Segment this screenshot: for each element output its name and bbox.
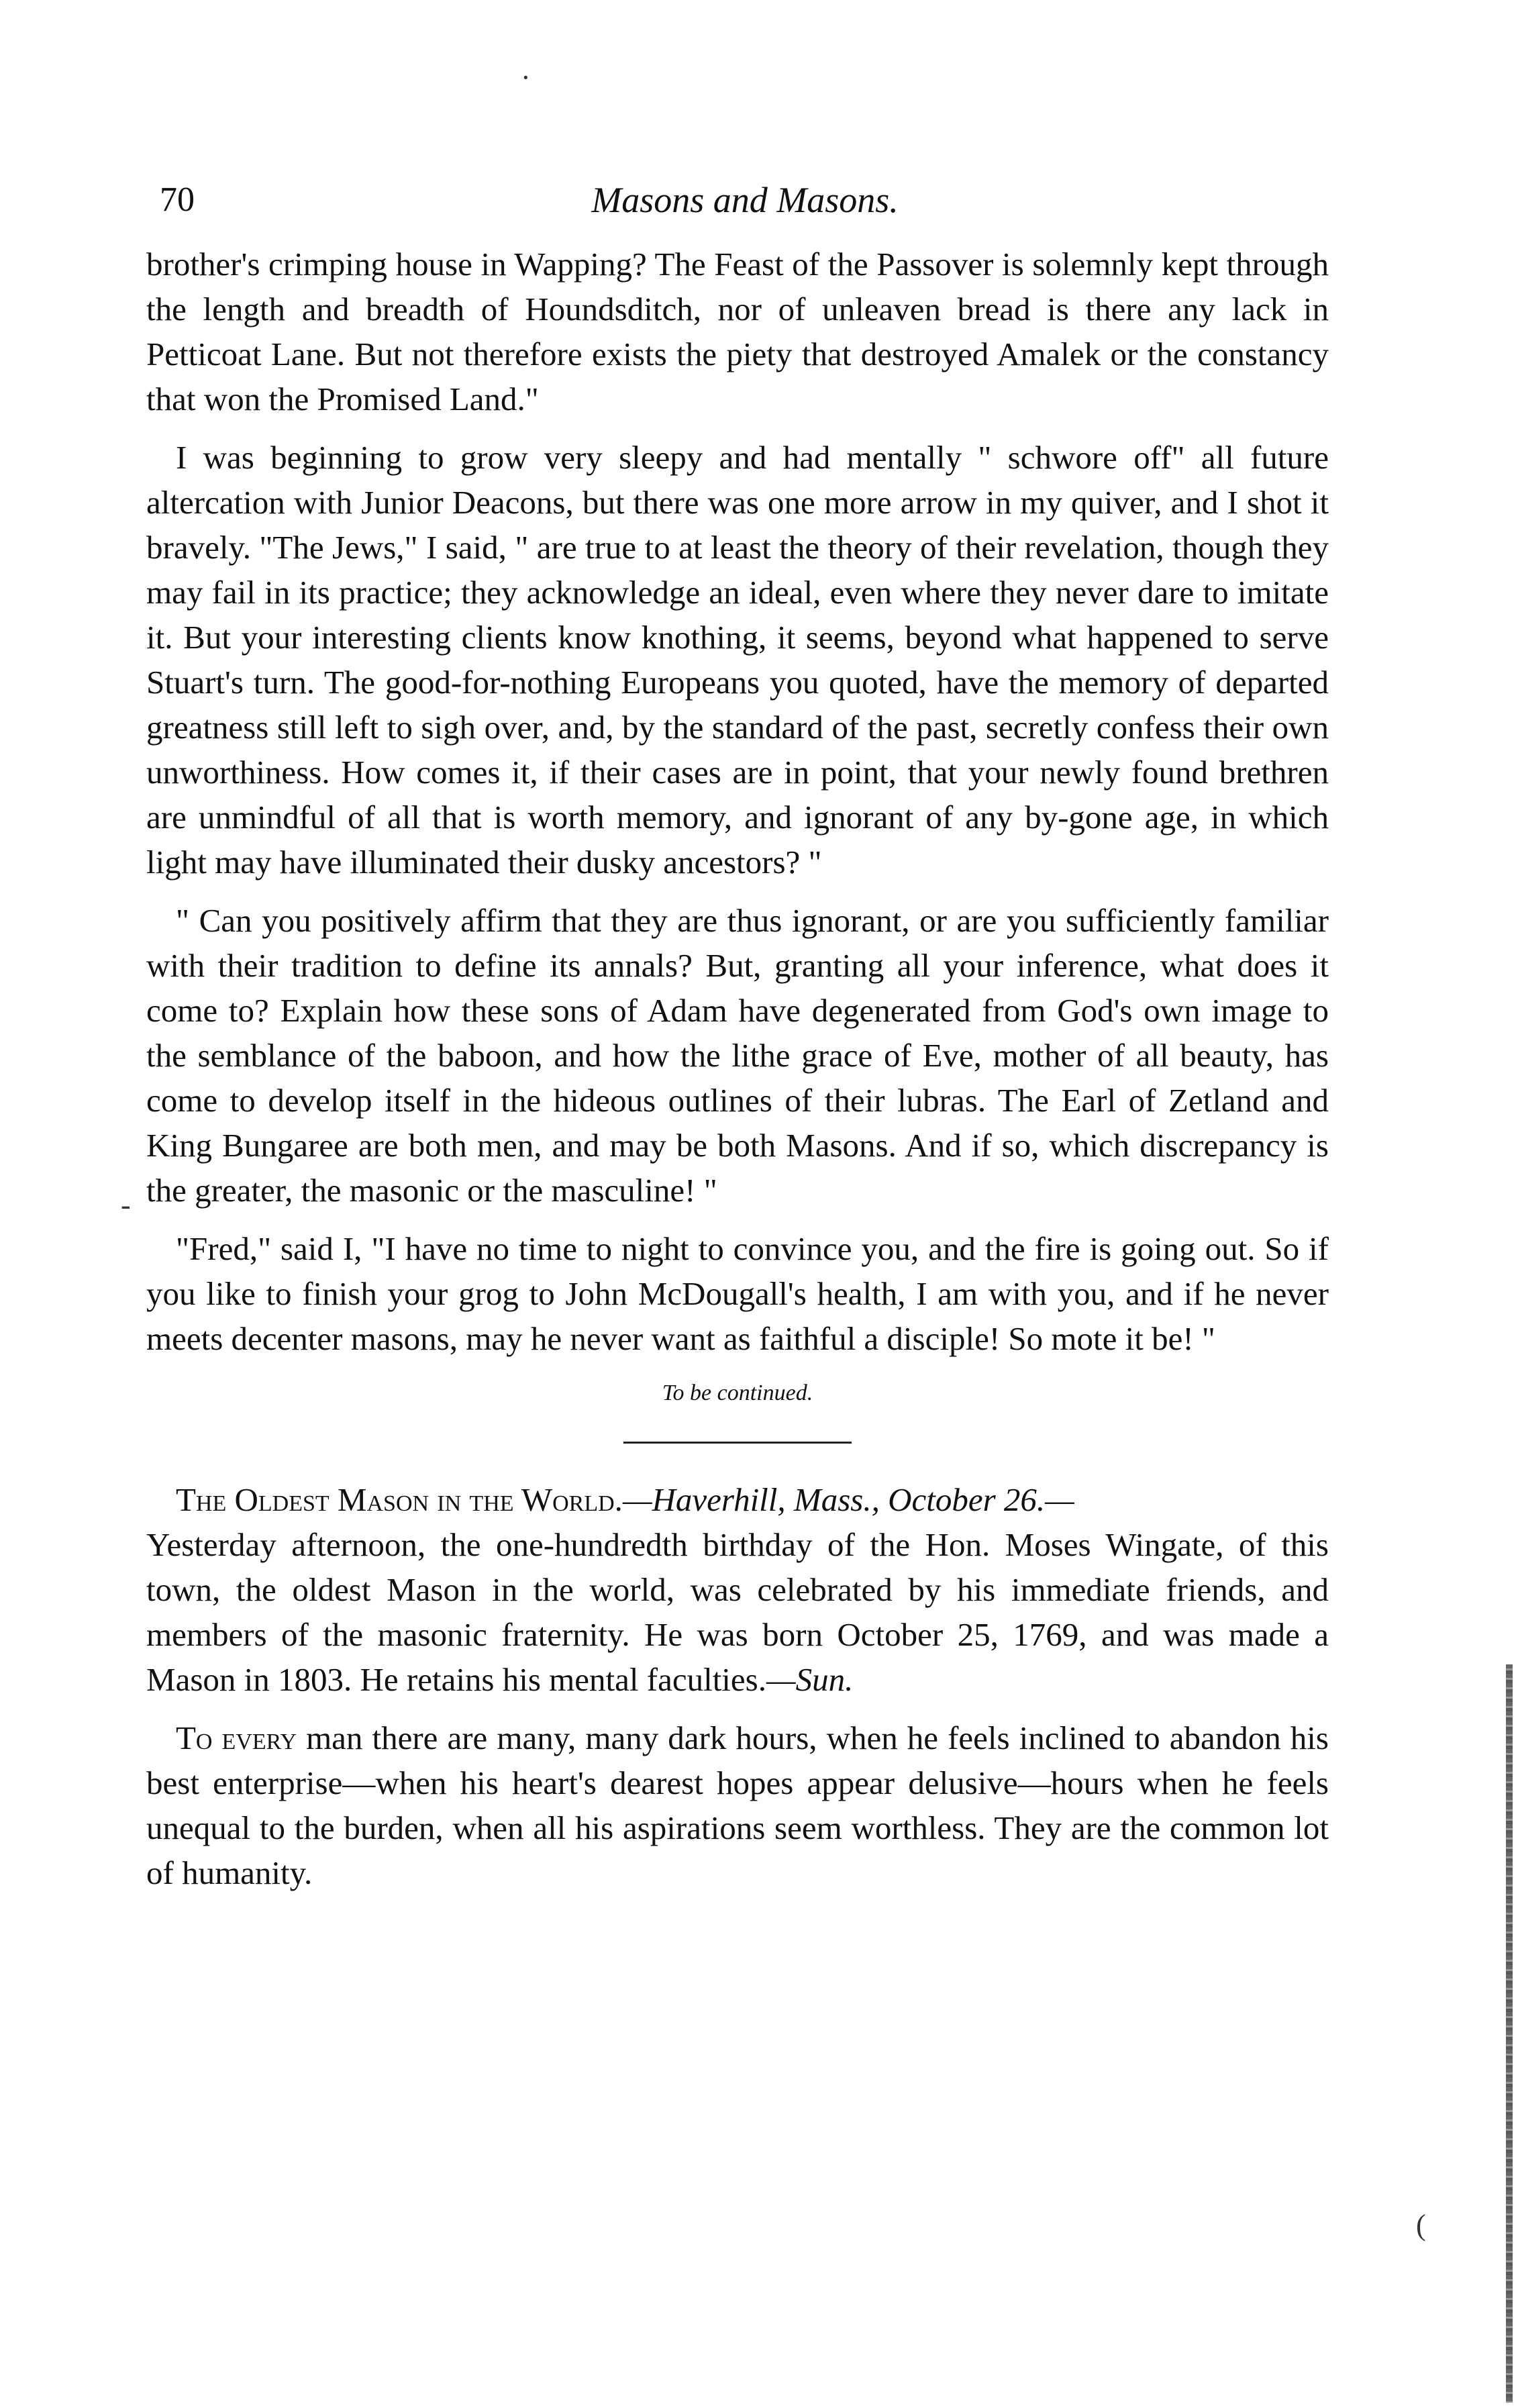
section-divider	[623, 1442, 852, 1444]
speck-mark: ·	[521, 61, 531, 94]
article-paragraph-2: I was beginning to grow very sleepy and had mentally " schwore off" all future altercation with Junior Deacons, but there was one more arrow in my quiver, and I shot it bravely. "The Jews," I said, " are true to at least the theory of their revelation, though they may fail in its practice; they acknowledge an ideal, even where they never dare to imitate it. But your interesting clients know knothing, it seems, beyond what happened to serve Stuart's turn. The good-for-nothing Europeans you quoted, have the memory of departed greatness still left to sigh over, and, by the standard of the past, secretly confess their own unworthiness. How comes it, if their cases are in point, that your newly found brethren are unmindful of all that is worth memory, and ignorant of any by-gone age, in which light may have illuminated their dusky ancestors? "	[146, 439, 1329, 881]
oldest-mason-title: The Oldest Mason in the World.	[176, 1481, 623, 1518]
margin-mark: (	[1416, 2209, 1426, 2242]
margin-dash: -	[121, 1189, 131, 1221]
oldest-mason-source: —Sun.	[766, 1661, 854, 1698]
article-paragraph-1: brother's crimping house in Wapping? The Feast of the Passover is solemnly kept through the length and breadth of Houndsditch, nor of unleaven bread is there any lack in Petticoat Lane. But not therefore exists the piety that destroyed Amalek or the constancy that won the Promised Land."	[146, 246, 1329, 417]
oldest-mason-body: Yesterday afternoon, the one-hundredth birthday of the Hon. Moses Wingate, of this town, the oldest Mason in the world, was celebrated by his immediate friends, and members of the masonic fraternity. He was born October 25, 1769, and was made a Mason in 1803. He retains his mental faculties.	[146, 1526, 1329, 1698]
article-paragraph-3: " Can you positively affirm that they are thus ignorant, or are you sufficiently familiar with their tradition to define its annals? But, granting all your inference, what does it come to? Explain how these sons of Adam have degenerated from God's own image to the semblance of the baboon, and how the lithe grace of Eve, mother of all beauty, has come to develop itself in the hideous outlines of their lubras. The Earl of Zetland and King Bungaree are both men, and may be both Masons. And if so, which discrepancy is the greater, the masonic or the masculine! "	[146, 902, 1329, 1209]
page-edge-shadow	[1506, 1664, 1513, 2403]
to-be-continued: To be continued.	[662, 1381, 813, 1405]
dark-hours-body: man there are many, many dark hours, when he feels inclined to abandon his best enterprise—when his heart's dearest hopes appear delusive—hours when he feels unequal to the burden, when all his aspirations seem worthless. They are the common lot of humanity.	[146, 1719, 1329, 1891]
page-header	[160, 173, 1330, 227]
running-head: Masons and Masons.	[591, 180, 899, 220]
article-paragraph-4: "Fred," said I, "I have no time to night to convince you, and the fire is going out. So if you like to finish your grog to John McDougall's health, I am with you, and if he never meets decenter masons, may he never want as faithful a disciple! So mote it be! "	[146, 1230, 1329, 1357]
dark-hours-paragraph	[146, 1715, 1329, 1895]
oldest-mason-dateline: —Haverhill, Mass., October 26.—	[622, 1481, 1074, 1518]
dark-hours-lead: To every	[176, 1719, 297, 1756]
oldest-mason-paragraph	[146, 1477, 1329, 1702]
page-number: 70	[160, 181, 195, 219]
page-body	[146, 242, 1329, 1909]
